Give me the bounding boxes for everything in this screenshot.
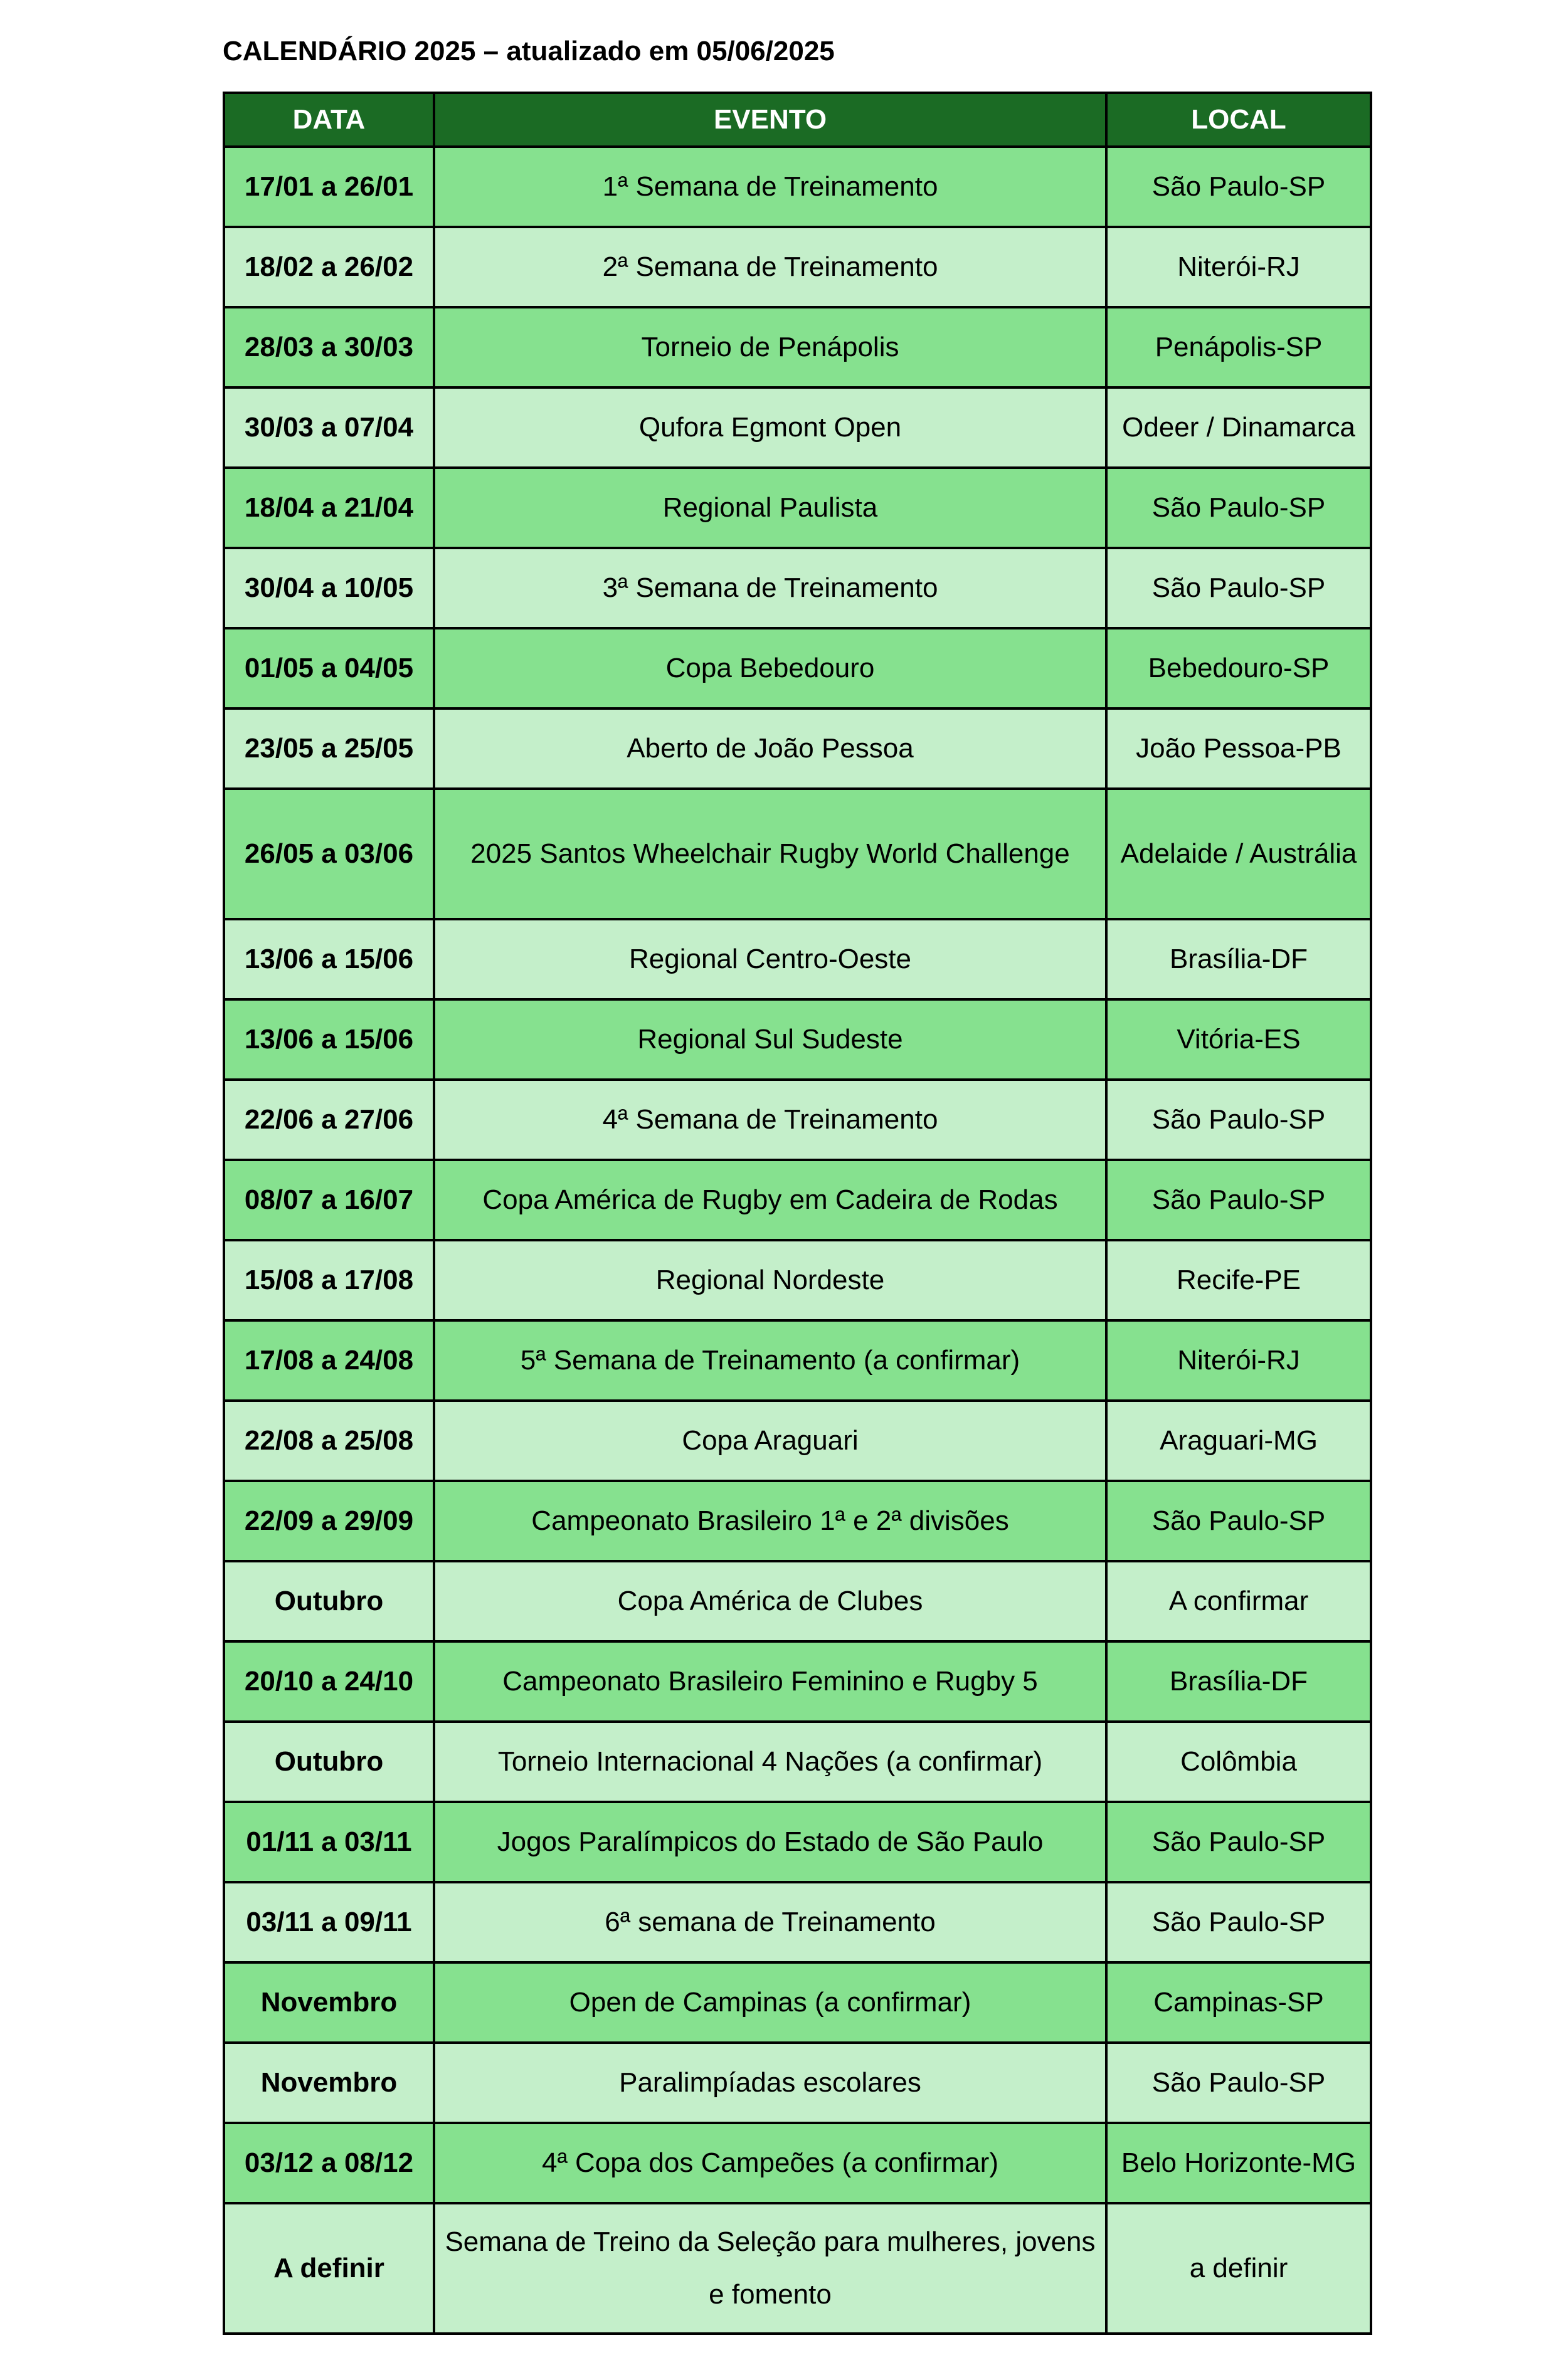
row-location: Campinas-SP xyxy=(1106,1962,1371,2043)
row-location: Adelaide / Austrália xyxy=(1106,789,1371,919)
row-date: 18/04 a 21/04 xyxy=(224,468,434,548)
row-location: São Paulo-SP xyxy=(1106,2043,1371,2123)
row-event: Open de Campinas (a confirmar) xyxy=(434,1962,1106,2043)
row-event: Copa América de Clubes xyxy=(434,1561,1106,1641)
row-date: 23/05 a 25/05 xyxy=(224,708,434,789)
table-row xyxy=(224,147,1371,227)
table-row xyxy=(224,628,1371,708)
row-event: Aberto de João Pessoa xyxy=(434,708,1106,789)
table-row xyxy=(224,1481,1371,1561)
table-row xyxy=(224,307,1371,387)
row-date: Novembro xyxy=(224,2043,434,2123)
table-row xyxy=(224,1882,1371,1962)
table-row xyxy=(224,1401,1371,1481)
table-row xyxy=(224,708,1371,789)
row-date: 03/12 a 08/12 xyxy=(224,2123,434,2203)
row-event: Copa América de Rugby em Cadeira de Rodas xyxy=(434,1160,1106,1240)
row-event: 4ª Semana de Treinamento xyxy=(434,1080,1106,1160)
row-location: Araguari-MG xyxy=(1106,1401,1371,1481)
row-location: São Paulo-SP xyxy=(1106,147,1371,227)
table-row xyxy=(224,548,1371,628)
table-header-row xyxy=(224,93,1371,147)
table-row xyxy=(224,1802,1371,1882)
table-row xyxy=(224,1641,1371,1722)
table-row xyxy=(224,387,1371,468)
row-location: Odeer / Dinamarca xyxy=(1106,387,1371,468)
row-event: Qufora Egmont Open xyxy=(434,387,1106,468)
row-event: Regional Centro-Oeste xyxy=(434,919,1106,999)
row-date: 17/08 a 24/08 xyxy=(224,1320,434,1401)
row-event: Paralimpíadas escolares xyxy=(434,2043,1106,2123)
row-date: 08/07 a 16/07 xyxy=(224,1160,434,1240)
table-row xyxy=(224,1160,1371,1240)
table-row xyxy=(224,1240,1371,1320)
table-row xyxy=(224,919,1371,999)
page-title: CALENDÁRIO 2025 – atualizado em 05/06/2025 xyxy=(223,36,835,66)
row-event: Copa Bebedouro xyxy=(434,628,1106,708)
row-location: Brasília-DF xyxy=(1106,1641,1371,1722)
row-date: Outubro xyxy=(224,1561,434,1641)
row-location: Colômbia xyxy=(1106,1722,1371,1802)
row-date: 28/03 a 30/03 xyxy=(224,307,434,387)
row-location: A confirmar xyxy=(1106,1561,1371,1641)
row-location: a definir xyxy=(1106,2203,1371,2334)
table-row xyxy=(224,1722,1371,1802)
calendar-table xyxy=(223,92,1372,2335)
row-date: 15/08 a 17/08 xyxy=(224,1240,434,1320)
table-row xyxy=(224,2043,1371,2123)
row-location: São Paulo-SP xyxy=(1106,548,1371,628)
row-date: A definir xyxy=(224,2203,434,2334)
row-date: 22/09 a 29/09 xyxy=(224,1481,434,1561)
row-event: Semana de Treino da Seleção para mulheres, jovens e fomento xyxy=(434,2203,1106,2334)
row-event: Regional Sul Sudeste xyxy=(434,999,1106,1080)
row-event: Jogos Paralímpicos do Estado de São Paulo xyxy=(434,1802,1106,1882)
row-date: 22/06 a 27/06 xyxy=(224,1080,434,1160)
row-date: 03/11 a 09/11 xyxy=(224,1882,434,1962)
row-date: 26/05 a 03/06 xyxy=(224,789,434,919)
row-location: Niterói-RJ xyxy=(1106,1320,1371,1401)
row-location: Penápolis-SP xyxy=(1106,307,1371,387)
row-date: 01/11 a 03/11 xyxy=(224,1802,434,1882)
row-event: 4ª Copa dos Campeões (a confirmar) xyxy=(434,2123,1106,2203)
row-event: Copa Araguari xyxy=(434,1401,1106,1481)
table-row xyxy=(224,1320,1371,1401)
row-date: 13/06 a 15/06 xyxy=(224,999,434,1080)
row-event: 2025 Santos Wheelchair Rugby World Challenge xyxy=(434,789,1106,919)
row-date: 01/05 a 04/05 xyxy=(224,628,434,708)
table-row xyxy=(224,1080,1371,1160)
row-event: Regional Paulista xyxy=(434,468,1106,548)
table-row xyxy=(224,1561,1371,1641)
row-location: São Paulo-SP xyxy=(1106,1160,1371,1240)
row-event: Campeonato Brasileiro 1ª e 2ª divisões xyxy=(434,1481,1106,1561)
row-date: 30/03 a 07/04 xyxy=(224,387,434,468)
row-location: Bebedouro-SP xyxy=(1106,628,1371,708)
row-location: São Paulo-SP xyxy=(1106,1080,1371,1160)
row-date: 20/10 a 24/10 xyxy=(224,1641,434,1722)
row-event: 6ª semana de Treinamento xyxy=(434,1882,1106,1962)
row-event: Torneio Internacional 4 Nações (a confirmar) xyxy=(434,1722,1106,1802)
row-location: São Paulo-SP xyxy=(1106,1481,1371,1561)
row-date: Novembro xyxy=(224,1962,434,2043)
row-date: 18/02 a 26/02 xyxy=(224,227,434,307)
row-location: Recife-PE xyxy=(1106,1240,1371,1320)
table-row xyxy=(224,999,1371,1080)
header-event: EVENTO xyxy=(434,93,1106,147)
table-row xyxy=(224,2203,1371,2334)
table-row xyxy=(224,227,1371,307)
row-date: 13/06 a 15/06 xyxy=(224,919,434,999)
header-date: DATA xyxy=(224,93,434,147)
row-location: Belo Horizonte-MG xyxy=(1106,2123,1371,2203)
row-location: Niterói-RJ xyxy=(1106,227,1371,307)
row-location: São Paulo-SP xyxy=(1106,468,1371,548)
row-location: São Paulo-SP xyxy=(1106,1802,1371,1882)
row-location: Vitória-ES xyxy=(1106,999,1371,1080)
row-date: 17/01 a 26/01 xyxy=(224,147,434,227)
header-location: LOCAL xyxy=(1106,93,1371,147)
row-event: 3ª Semana de Treinamento xyxy=(434,548,1106,628)
row-event: 1ª Semana de Treinamento xyxy=(434,147,1106,227)
row-event: Torneio de Penápolis xyxy=(434,307,1106,387)
table-row xyxy=(224,2123,1371,2203)
row-date: Outubro xyxy=(224,1722,434,1802)
row-location: João Pessoa-PB xyxy=(1106,708,1371,789)
row-location: Brasília-DF xyxy=(1106,919,1371,999)
row-location: São Paulo-SP xyxy=(1106,1882,1371,1962)
row-event: 5ª Semana de Treinamento (a confirmar) xyxy=(434,1320,1106,1401)
table-row xyxy=(224,1962,1371,2043)
row-event: Regional Nordeste xyxy=(434,1240,1106,1320)
table-row xyxy=(224,789,1371,919)
row-event: Campeonato Brasileiro Feminino e Rugby 5 xyxy=(434,1641,1106,1722)
row-date: 30/04 a 10/05 xyxy=(224,548,434,628)
table-row xyxy=(224,468,1371,548)
row-event: 2ª Semana de Treinamento xyxy=(434,227,1106,307)
row-date: 22/08 a 25/08 xyxy=(224,1401,434,1481)
